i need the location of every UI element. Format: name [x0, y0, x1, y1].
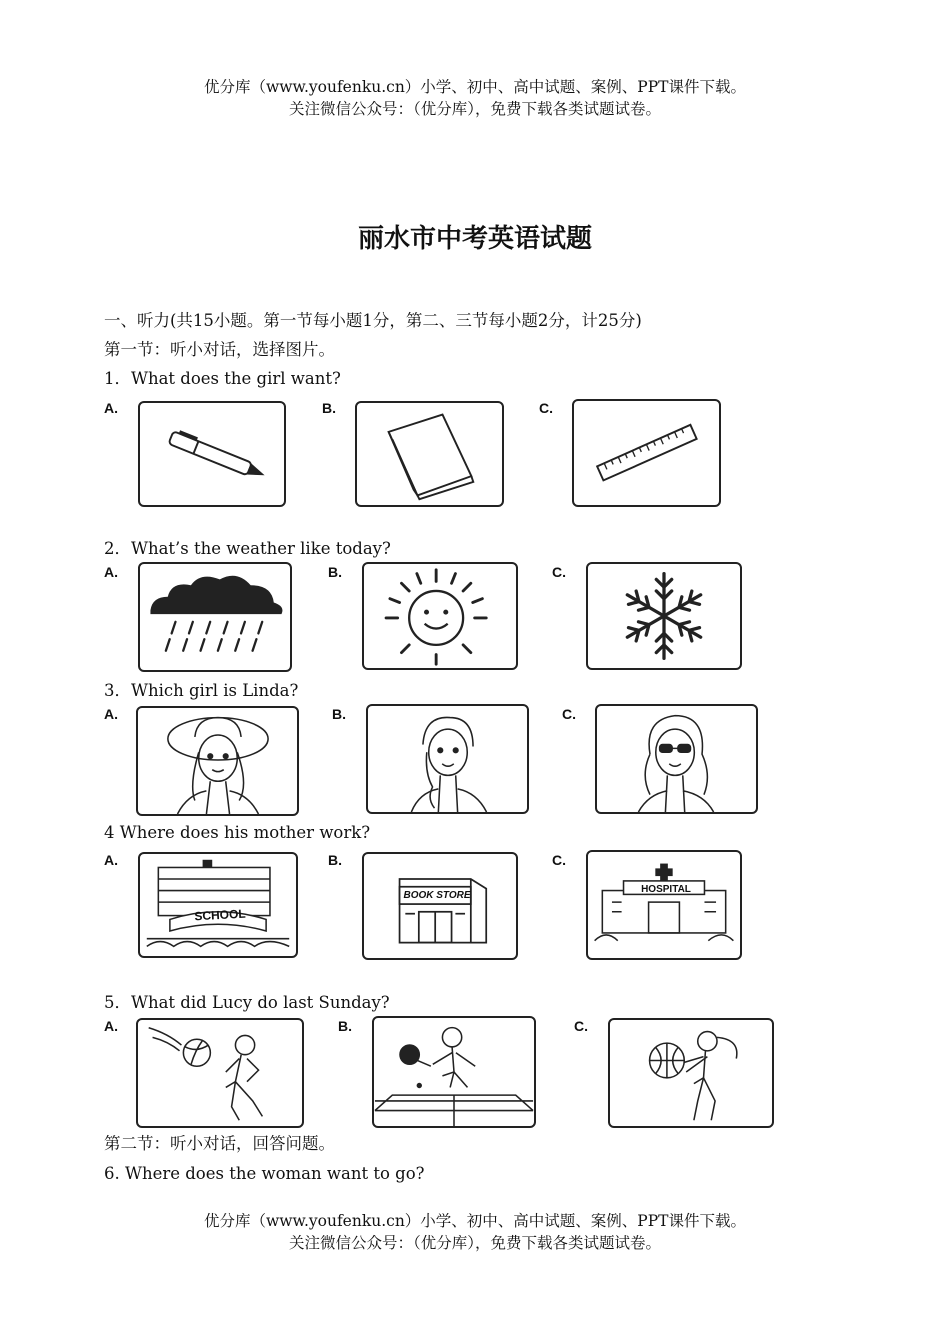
option-c-label: C. — [562, 706, 576, 722]
option-a-label: A. — [104, 564, 118, 580]
picture-girl-braid — [366, 704, 529, 814]
picture-pen — [138, 401, 286, 507]
option-b-label: B. — [332, 706, 346, 722]
book-icon — [357, 403, 502, 505]
option-a-label: A. — [104, 852, 118, 868]
picture-girl-sunglasses — [595, 704, 758, 814]
option-c-label: C. — [574, 1018, 588, 1034]
section-heading: 一、听力(共15小题。第一节每小题1分，第二、三节每小题2分，计25分) — [104, 311, 642, 330]
picture-bookstore — [362, 852, 518, 960]
option-c-label: C. — [552, 564, 566, 580]
bookstore-icon — [364, 854, 516, 958]
page-title: 丽水市中考英语试题 — [357, 224, 592, 254]
picture-volleyball — [136, 1018, 304, 1128]
question-6: 6. Where does the woman want to go? — [104, 1164, 425, 1183]
picture-snow — [586, 562, 742, 670]
option-b-label: B. — [338, 1018, 352, 1034]
rain-cloud-icon — [140, 564, 290, 670]
question-3: 3．Which girl is Linda? — [104, 681, 299, 700]
snowflake-icon — [588, 564, 740, 668]
girl-with-braid-icon — [368, 706, 527, 812]
hospital-sign: HOSPITAL — [641, 884, 691, 895]
question-2: 2．What’s the weather like today? — [104, 539, 391, 558]
picture-table-tennis — [372, 1016, 536, 1128]
table-tennis-icon — [374, 1018, 534, 1126]
volleyball-icon — [138, 1020, 302, 1126]
option-a-label: A. — [104, 1018, 118, 1034]
part1-instruction: 第一节：听小对话，选择图片。 — [104, 340, 335, 359]
picture-hospital — [586, 850, 742, 960]
option-c-label: C. — [539, 400, 553, 416]
school-icon — [140, 854, 296, 956]
basketball-icon — [610, 1020, 772, 1126]
option-c-label: C. — [552, 852, 566, 868]
question-5: 5．What did Lucy do last Sunday? — [104, 993, 390, 1012]
picture-sun — [362, 562, 518, 670]
option-a-label: A. — [104, 706, 118, 722]
footer-line-1: 优分库（www.youfenku.cn）小学、初中、高中试题、案例、PPT课件下载。 — [203, 1212, 747, 1230]
option-a-label: A. — [104, 400, 118, 416]
footer-line-2: 关注微信公众号：（优分库），免费下载各类试题试卷。 — [288, 1234, 661, 1252]
option-b-label: B. — [328, 852, 342, 868]
picture-book — [355, 401, 504, 507]
school-sign: SCHOOL — [193, 906, 247, 924]
hospital-icon — [588, 852, 740, 958]
picture-girl-hat — [136, 706, 299, 816]
option-b-label: B. — [322, 400, 336, 416]
bookstore-sign: BOOK STORE — [403, 890, 471, 901]
girl-with-sunglasses-icon — [597, 706, 756, 812]
question-1: 1．What does the girl want? — [104, 369, 341, 388]
picture-ruler — [572, 399, 721, 507]
picture-basketball — [608, 1018, 774, 1128]
sun-icon — [364, 564, 516, 668]
picture-school — [138, 852, 298, 958]
header-line-1: 优分库（www.youfenku.cn）小学、初中、高中试题、案例、PPT课件下载。 — [203, 78, 747, 96]
question-4: 4 Where does his mother work? — [104, 823, 371, 842]
pen-icon — [140, 403, 284, 505]
ruler-icon — [574, 401, 719, 505]
girl-with-hat-icon — [138, 708, 297, 814]
header-line-2: 关注微信公众号：（优分库），免费下载各类试题试卷。 — [288, 100, 661, 118]
picture-rain — [138, 562, 292, 672]
part2-instruction: 第二节：听小对话，回答问题。 — [104, 1134, 335, 1153]
option-b-label: B. — [328, 564, 342, 580]
